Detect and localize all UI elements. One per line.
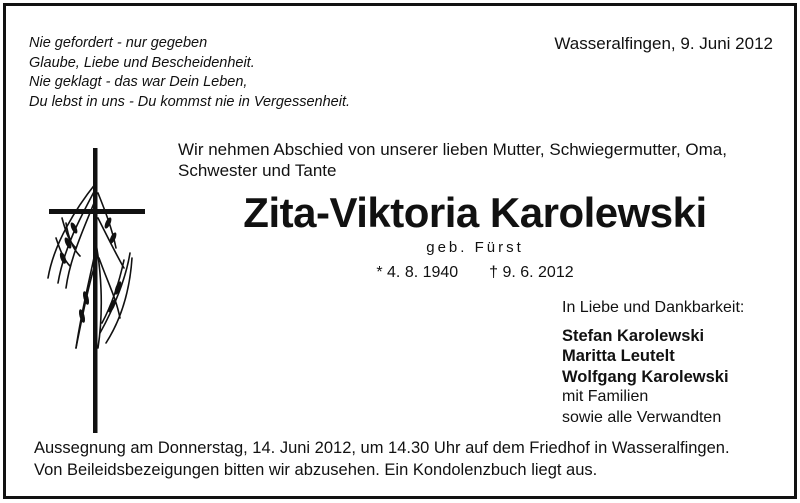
birth-date: * 4. 8. 1940 [376,264,459,281]
poem-line: Glaube, Liebe und Bescheidenheit. [29,54,255,71]
condolence-line: Von Beileidsbezeigungen bitten wir abzusehen. Ein Kondolenzbuch liegt aus. [34,461,598,479]
mourner-name: Stefan Karolewski [562,326,705,345]
cross-with-grain-icon [46,148,156,433]
funeral-info [34,437,730,481]
mourners-block [562,298,744,428]
death-date: † 9. 6. 2012 [489,264,574,281]
life-dates [178,264,772,282]
poem-line: Nie gefordert - nur gegeben [29,35,208,51]
poem-line: Nie geklagt - das war Dein Leben, [29,74,248,90]
funeral-line: Aussegnung am Donnerstag, 14. Juni 2012, um 14.30 Uhr auf dem Friedhof in Wasseralfingen. [34,439,730,457]
memorial-poem [29,34,350,112]
poem-line: Du lebst in uns - Du kommst nie in Vergessenheit. [29,93,351,110]
mourner-name: Maritta Leutelt [562,347,675,365]
deceased-name: Zita-Viktoria Karolewski [243,189,707,236]
intro-line: Wir nehmen Abschied von unserer lieben Mutter, Schwiegermutter, Oma, [178,140,727,159]
intro-line: Schwester und Tante [178,161,337,180]
mourner-suffix: sowie alle Verwandten [562,408,722,426]
place-date: Wasseralfingen, 9. Juni 2012 [554,34,773,53]
farewell-intro [178,139,772,181]
obituary-notice [3,3,797,499]
mourner-name: Wolfgang Karolewski [562,367,729,386]
mourner-suffix: mit Familien [562,388,649,405]
mourners-intro: In Liebe und Dankbarkeit: [562,299,745,316]
maiden-name: geb. Fürst [426,239,524,256]
